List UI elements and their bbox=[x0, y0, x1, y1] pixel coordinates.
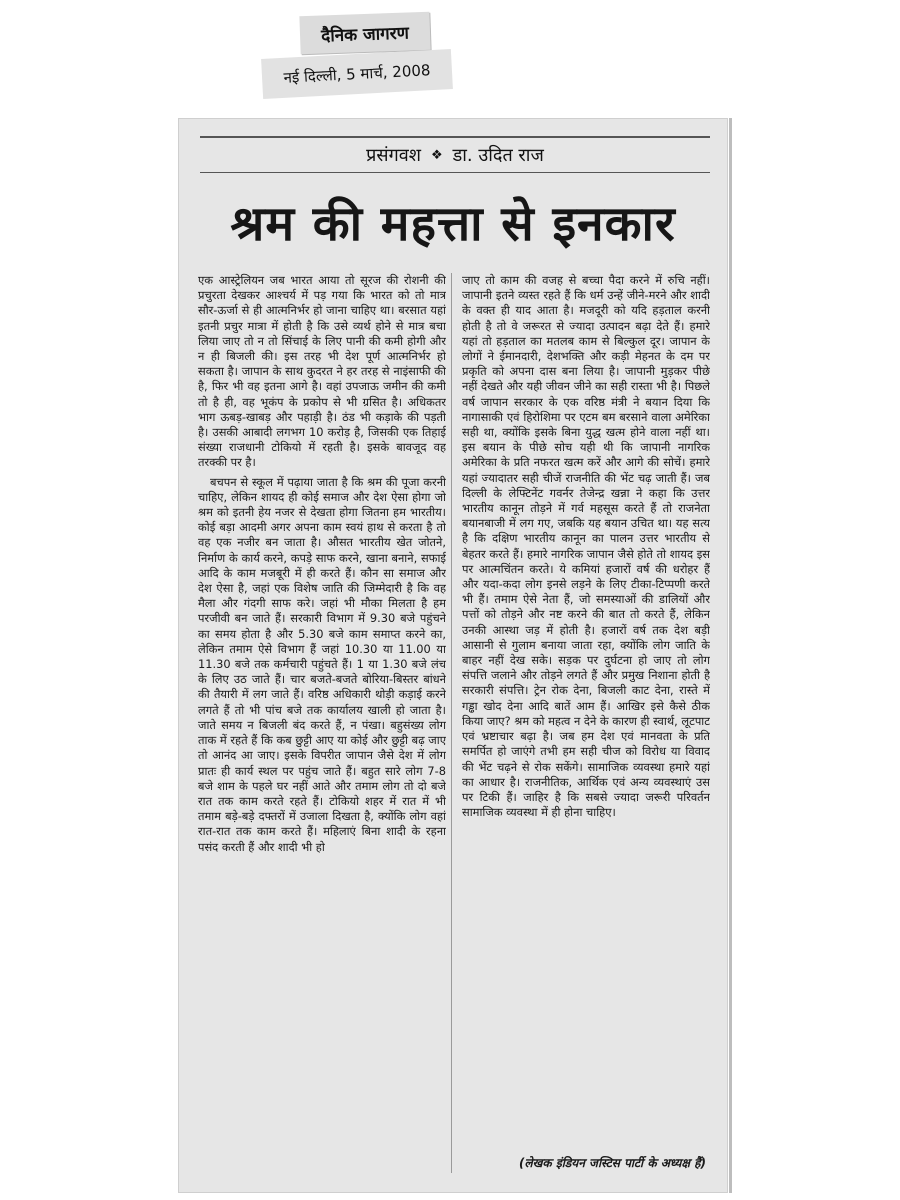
newspaper-name-clip bbox=[299, 12, 430, 55]
kicker-section: प्रसंगवश bbox=[366, 145, 421, 166]
right-column bbox=[462, 273, 710, 1153]
paragraph: एक आस्ट्रेलियन जब भारत आया तो सूरज की रोशनी की प्रचुरता देखकर आश्चर्य में पड़ गया कि भारत को तो मात्र सौर-ऊर्जा से ही आत्मनिर्भर हो जाना चाहिए था। बरसात यहां इतनी प्रचुर मात्रा में होती है कि उसे व्यर्थ होने से मात्र बचा लिया जाए तो न तो सिंचाई के लिए पानी की कमी होगी और न ही बिजली की। इस तरह भी देश पूर्ण आत्मनिर्भर हो सकता है। जापान के साथ कुदरत ने हर तरह से नाइंसाफी की है, फिर भी वह इतना आगे है। वहां उपजाऊ जमीन की कमी तो है ही, वह भूकंप के प्रकोप से भी ग्रसित है। अधिकतर भाग ऊबड़-खाबड़ और पहाड़ी है। ठंड भी कड़ाके की पड़ती है। उसकी आबादी लगभग 10 करोड़ है, जिसकी एक तिहाई संख्या राजधानी टोकियो में रहती है। इसके बावजूद वह तरक्की पर है। bbox=[198, 273, 446, 470]
column-divider bbox=[451, 273, 452, 1173]
author-note: (लेखक इंडियन जस्टिस पार्टी के अध्यक्ष हैं) bbox=[519, 1156, 706, 1170]
article-clipping bbox=[178, 118, 728, 1193]
paragraph: बचपन से स्कूल में पढ़ाया जाता है कि श्रम की पूजा करनी चाहिए, लेकिन शायद ही कोई समाज और देश ऐसा होगा जो श्रम को इतनी हेय नजर से देखता होगा जितना हम भारतीय। कोई बड़ा आदमी अगर अपना काम स्वयं हाथ से करता है तो वह एक नजीर बन जाता है। औसत भारतीय खेत जोतने, निर्माण के कार्य करने, कपड़े साफ करने, खाना बनाने, सफाई आदि के काम मजबूरी में ही करते हैं। कौन सा समाज और देश ऐसा है, जहां एक विशेष जाति की जिम्मेदारी है कि वह मैला और गंदगी साफ करे। जहां भी मौका मिलता है हम परजीवी बन जाते हैं। सरकारी विभाग में 9.30 बजे पहुंचने का समय होता है और 5.30 बजे काम समाप्त करने का, लेकिन तमाम ऐसे विभाग हैं जहां 10.30 या 11.00 या 11.30 बजे तक कर्मचारी पहुंचते हैं। 1 या 1.30 बजे लंच के लिए उठ जाते हैं। चार बजते-बजते बोरिया-बिस्तर बांधने की तैयारी में लग जाते हैं। वरिष्ठ अधिकारी थोड़ी कड़ाई करने लगते हैं तो भी पांच बजे तक कार्यालय खाली हो जाता है। जाते समय न बिजली बंद करते हैं, न पंखा। बहुसंख्य लोग ताक में रहते हैं कि कब छुट्टी आए या कोई और छुट्टी बढ़ जाए तो आनंद आ जाए। इसके विपरीत जापान जैसे देश में लोग प्रातः ही कार्य स्थल पर पहुंच जाते हैं। बहुत सारे लोग 7-8 बजे शाम के पहले घर नहीं आते और तमाम लोग तो दो बजे रात तक काम करते रहते हैं। टोकियो शहर में रात में भी तमाम बड़े-बड़े दफ्तरों में उजाला दिखता है, क्योंकि लोग वहां रात-रात तक काम करते हैं। महिलाएं बिना शादी के रहना पसंद करती हैं और शादी भी हो bbox=[198, 474, 446, 854]
left-column bbox=[198, 273, 446, 1178]
dateline: नई दिल्ली, 5 मार्च, 2008 bbox=[283, 61, 431, 87]
headline: श्रम की महत्ता से इनकार bbox=[230, 196, 676, 252]
kicker bbox=[200, 136, 710, 173]
paragraph: जाए तो काम की वजह से बच्चा पैदा करने में रुचि नहीं। जापानी इतने व्यस्त रहते हैं कि धर्म उन्हें जीने-मरने और शादी के वक्त ही याद आता है। मजदूरी को यदि हड़ताल करनी होती है तो वे जरूरत से ज्यादा उत्पादन बढ़ा देते हैं। हमारे यहां तो हड़ताल का मतलब काम से बिल्कुल दूर। जापान के लोगों ने ईमानदारी, देशभक्ति और कड़ी मेहनत के दम पर प्रकृति को अपना दास बना लिया है। जापानी मुड़कर पीछे नहीं देखते और यही जीवन जीने का सही रास्ता भी है। पिछले वर्ष जापान सरकार के एक वरिष्ठ मंत्री ने बयान दिया कि नागासाकी एवं हिरोशिमा पर एटम बम बरसाने वाला अमेरिका सही था, क्योंकि इसके बिना युद्ध खत्म होने वाला नहीं था। इस बयान के पीछे सोच यही थी कि जापानी नागरिक अमेरिका के प्रति नफरत खत्म करें और आगे की सोचें। हमारे यहां ज्यादातर सही चीजें राजनीति की भेंट चढ़ जाती हैं। जब दिल्ली के लेफ्टिनेंट गवर्नर तेजेन्द्र खन्ना ने कहा कि उत्तर भारतीय कानून तोड़ने में गर्व महसूस करते हैं तो राजनेता बयानबाजी में लग गए, जबकि यह बयान उचित था। यह सत्य है कि दक्षिण भारतीय कानून का पालन उत्तर भारतीय से बेहतर करते हैं। हमारे नागरिक जापान जैसे होते तो शायद इस पर आत्मचिंतन करते। ये कमियां हजारों वर्ष की धरोहर हैं और यदा-कदा लोग इनसे लड़ने के लिए टीका-टिप्पणी करते भी हैं। तमाम ऐसे नेता हैं, जो समस्याओं की डालियों और पत्तों को तोड़ने और नष्ट करने की बात तो करते हैं, लेकिन उनकी आस्था जड़ में होती है। हजारों वर्ष तक देश बड़ी आसानी से गुलाम बनाया जाता रहा, क्योंकि लोग जाति के बाहर नहीं देख सके। सड़क पर दुर्घटना हो जाए तो लोग संपत्ति जलाने और तोड़ने लगते हैं और प्रमुख निशाना होती है सरकारी संपत्ति। ट्रेन रोक देना, बिजली काट देना, रास्ते में गड्ढा खोद देना आदि बातें आम हैं। आखिर इसे कैसे ठीक किया जाए? श्रम को महत्व न देने के कारण ही स्वार्थ, लूटपाट एवं भ्रष्टाचार बढ़ा है। जब हम देश एवं मानवता के प्रति समर्पित हो जाएंगे तभी हम सही चीज को विरोध या विवाद की भेंट चढ़ने से रोक सकेंगे। सामाजिक व्यवस्था हमारे यहां का आधार है। राजनीतिक, आर्थिक एवं अन्य व्यवस्थाएं उस पर टिकी हैं। जाहिर है कि सबसे ज्यादा जरूरी परिवर्तन सामाजिक व्यवस्था में ही होना चाहिए। bbox=[462, 273, 710, 820]
dateline-clip bbox=[261, 49, 453, 99]
newspaper-name: दैनिक जागरण bbox=[320, 22, 410, 47]
kicker-author: डा. उदित राज bbox=[452, 145, 544, 166]
clipping-edge bbox=[729, 118, 732, 1193]
kicker-separator-icon: ❖ bbox=[430, 147, 443, 163]
